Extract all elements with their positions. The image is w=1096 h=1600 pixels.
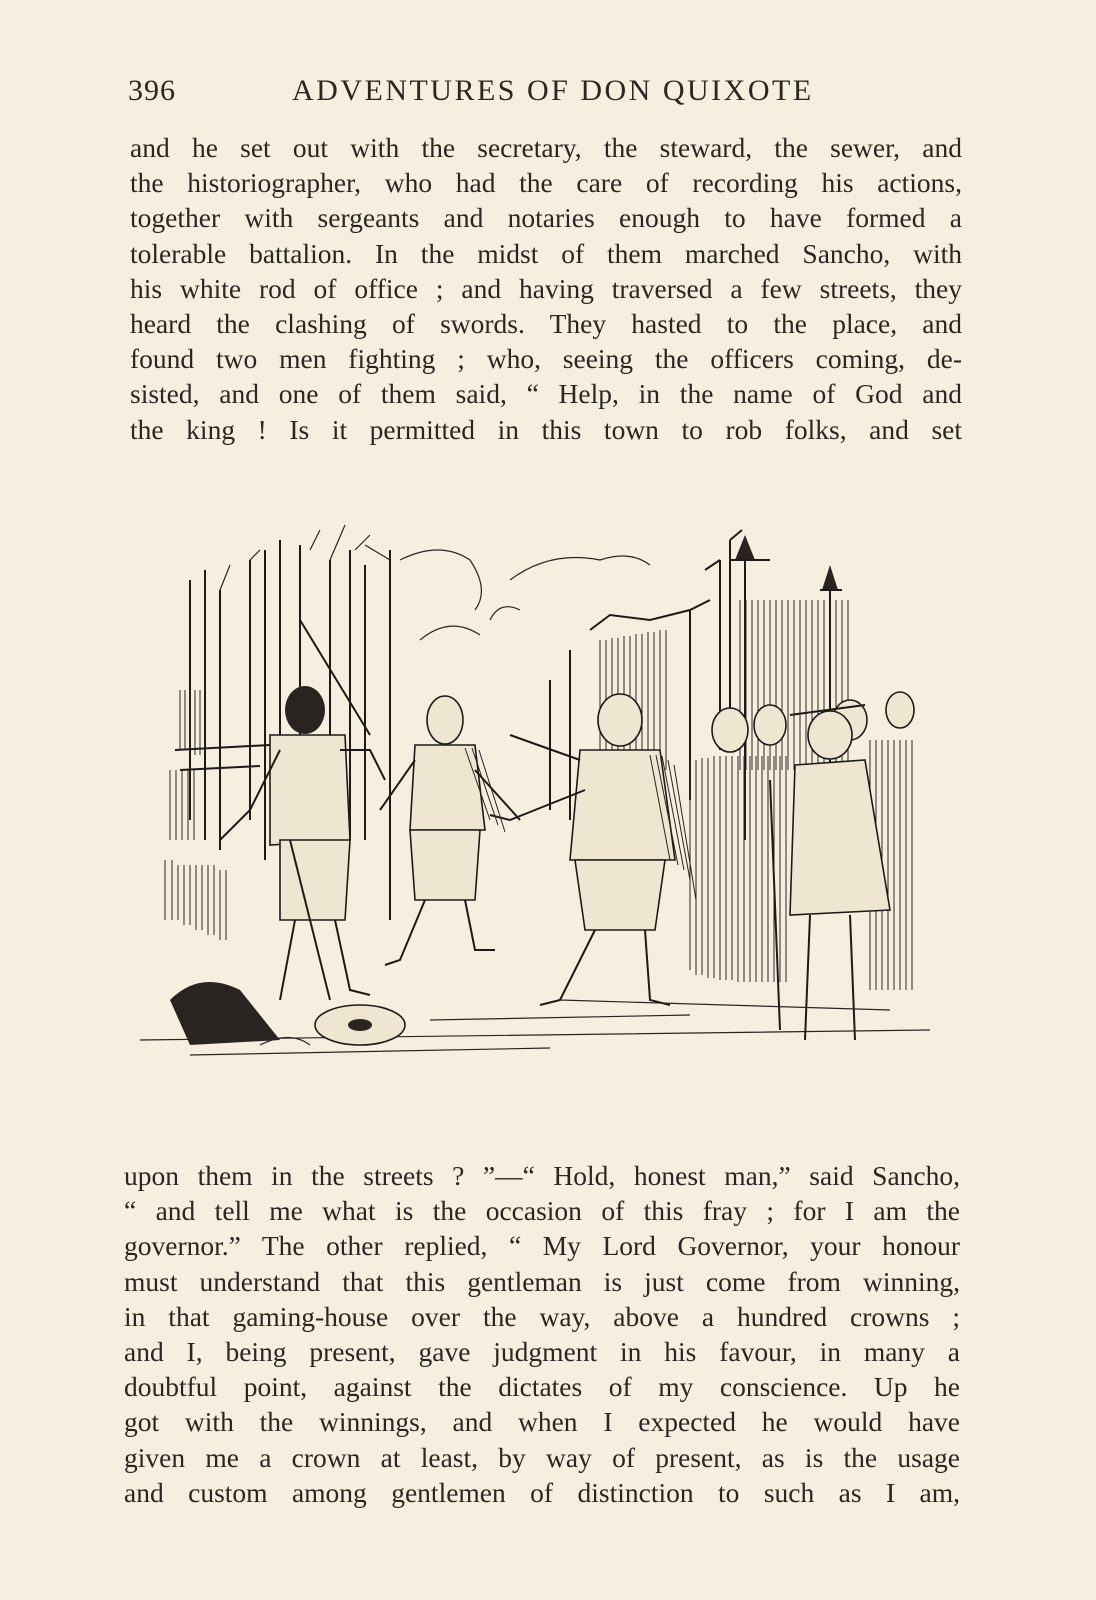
text-line: given me a crown at least, by way of present, as is the usage <box>124 1441 960 1473</box>
text-line: his white rod of office ; and having traversed a few streets, they <box>130 272 962 304</box>
text-line: got with the winnings, and when I expected he would have <box>124 1406 960 1438</box>
crowd-officers <box>690 692 914 1040</box>
street-fight-engraving <box>130 520 950 1090</box>
text-line: “ and tell me what is the occasion of this fray ; for I am the <box>124 1195 960 1227</box>
text-line: and he set out with the secretary, the steward, the sewer, and <box>130 132 962 163</box>
text-line: the historiographer, who had the care of recording his actions, <box>130 167 962 199</box>
swordsman-figure <box>220 620 385 1000</box>
paragraph-before-illustration <box>130 130 962 447</box>
text-line: governor.” The other replied, “ My Lord Governor, your honour <box>124 1230 960 1262</box>
text-line: the king ! Is it permitted in this town to rob folks, and set <box>130 413 962 445</box>
sancho-figure <box>490 694 696 1005</box>
text-line: sisted, and one of them said, “ Help, in the name of God and <box>130 378 962 410</box>
text-line: must understand that this gentleman is just come from winning, <box>124 1265 960 1297</box>
running-title: ADVENTURES OF DON QUIXOTE <box>292 74 814 107</box>
text-line: and custom among gentlemen of distinction to such as I am, <box>124 1476 960 1508</box>
text-line: doubtful point, against the dictates of my conscience. Up he <box>124 1371 960 1403</box>
text-line: tolerable battalion. In the midst of them marched Sancho, with <box>130 237 962 269</box>
engraving-illustration <box>130 520 950 1090</box>
ground-and-hats <box>140 982 930 1055</box>
text-line: heard the clashing of swords. They hasted to the place, and <box>130 308 962 340</box>
gambler-figure <box>380 696 520 965</box>
text-line: found two men fighting ; who, seeing the officers coming, de- <box>130 343 962 375</box>
sky-clouds <box>400 550 650 640</box>
text-line: upon them in the streets ? ”—“ Hold, honest man,” said Sancho, <box>124 1160 960 1191</box>
text-line: together with sergeants and notaries enough to have formed a <box>130 202 962 234</box>
text-line: and I, being present, gave judgment in his favour, in many a <box>124 1336 960 1368</box>
paragraph-after-illustration <box>124 1158 960 1510</box>
left-buildings <box>165 525 390 940</box>
text-line: in that gaming-house over the way, above a hundred crowns ; <box>124 1300 960 1332</box>
page-number: 396 <box>128 74 176 107</box>
